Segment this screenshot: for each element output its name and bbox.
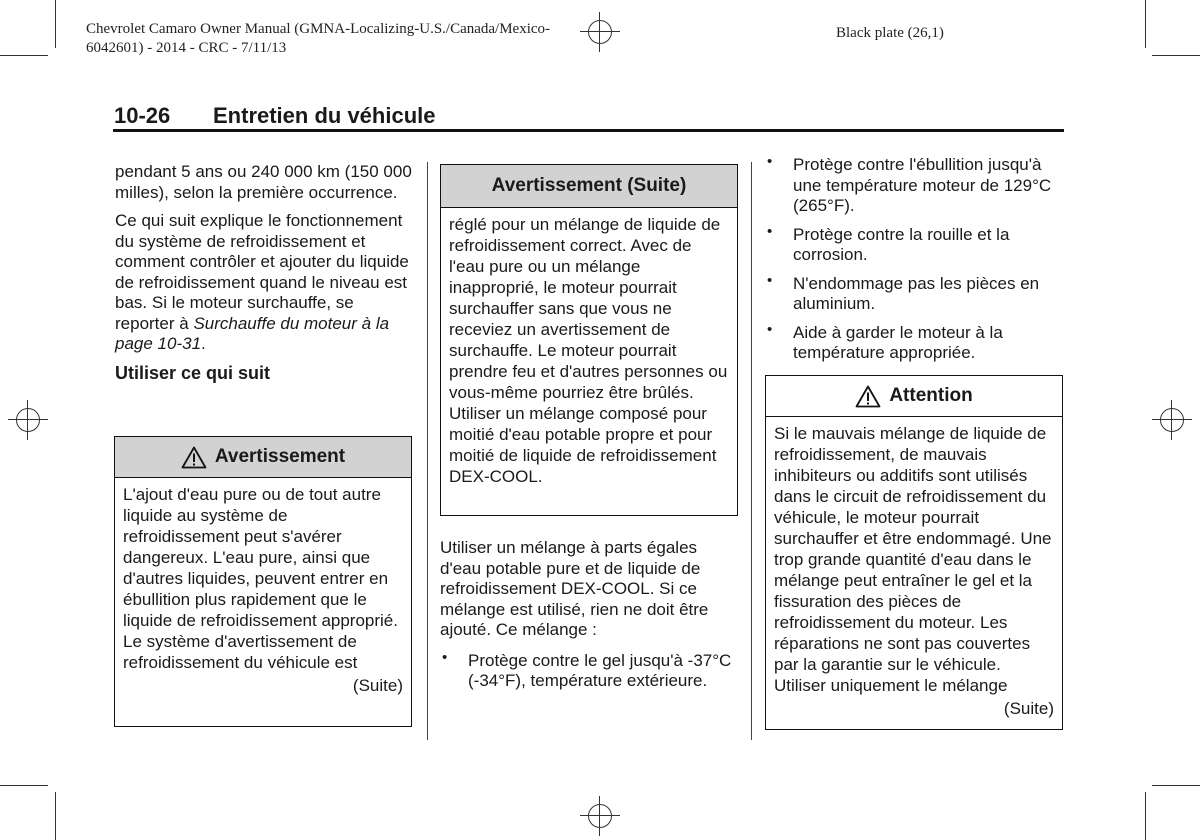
warning-title: Avertissement (Suite) [491, 175, 687, 196]
section-title: Entretien du véhicule [213, 103, 436, 128]
print-header-line1: Chevrolet Camaro Owner Manual (GMNA-Localizing-U.S./Canada/Mexico- [86, 21, 551, 37]
paragraph [115, 211, 415, 355]
paragraph-text: Ce qui suit explique le fonctionnement du système de refroidissement et comment contrôler et ajouter du liquide de refroidissement quand le niveau est bas. Si le moteur surchauffe, se reporter à [115, 211, 409, 333]
subheading: Utiliser ce qui suit [115, 362, 271, 383]
registration-mark-right [1152, 400, 1192, 440]
warning-body [441, 208, 737, 491]
column-divider [751, 162, 752, 740]
paragraph-end: . [201, 334, 206, 353]
list-item [765, 222, 1065, 266]
warning-title: Avertissement [214, 446, 346, 467]
warning-header [115, 437, 411, 478]
crop-mark [55, 0, 56, 48]
caution-body [766, 417, 1062, 723]
list-item-text: Protège contre la rouille et la corrosion. [793, 224, 1010, 264]
cross-reference-link[interactable]: Surchauffe du moteur à la page 10-31 [115, 313, 390, 353]
list-item-text: Protège contre l'ébullition jusqu'à une température moteur de 129°C (265°F). [793, 155, 1052, 215]
print-header-line2: 6042601) - 2014 - CRC - 7/11/13 [86, 40, 287, 56]
bullet-list [765, 155, 1065, 364]
caution-title: Attention [889, 385, 973, 406]
list-item-text: N'endommage pas les pièces en aluminium. [793, 273, 1040, 313]
registration-mark-bottom [580, 796, 620, 836]
caution-header [766, 376, 1062, 417]
list-item [765, 271, 1065, 315]
column-1 [115, 162, 415, 393]
list-item-text: Aide à garder le moteur à la température appropriée. [793, 322, 1003, 362]
warning-triangle-icon [181, 446, 207, 469]
crop-mark [0, 785, 48, 786]
crop-mark [1152, 785, 1200, 786]
page-number: 10-26 [114, 103, 171, 128]
plate-label: Black plate (26,1) [836, 25, 944, 41]
warning-box-continued [440, 164, 738, 516]
list-item [765, 155, 1065, 217]
column-3-text [765, 155, 1065, 372]
caution-box [765, 375, 1063, 730]
paragraph: pendant 5 ans ou 240 000 km (150 000 milles), selon la première occurrence. [115, 162, 412, 202]
warning-text: L'ajout d'eau pure ou de tout autre liquide au système de refroidissement peut s'avérer dangereux. L'eau pure, ainsi que d'autres liquides, peuvent entrer en ébullition plus rapidement que le liquide de refroidissement approprié. Le système d'avertissement de refroidissement du véhicule est [123, 485, 398, 672]
column-divider [427, 162, 428, 740]
warning-text: réglé pour un mélange de liquide de refroidissement correct. Avec de l'eau pure ou un mélange inapproprié, le moteur pourrait surchauffer sans que vous ne receviez un avertissement de surchauffe. Le moteur pourrait prendre feu et d'autres personnes ou vous-même pourriez être brûlés. Utiliser un mélange composé pour moitié d'eau potable propre et pour moitié de liquide de refroidissement DEX-COOL. [449, 215, 728, 486]
warning-header [441, 165, 737, 208]
bullet-list [440, 648, 738, 692]
caution-text: Si le mauvais mélange de liquide de refroidissement, de mauvais inhibiteurs ou additifs sont utilisés dans le circuit de refroidissement du véhicule, le moteur pourrait surchauffer et être endommagé. Une trop grande quantité d'eau dans le mélange peut entraîner le gel et la fissuration des pièces de refroidissement du moteur. Les réparations ne sont pas couvertes par la garantie sur le véhicule. Utiliser uniquement le mélange [774, 424, 1052, 695]
print-header-title [86, 20, 550, 58]
bullet-dot: • [767, 222, 773, 240]
crop-mark [1145, 792, 1146, 840]
bullet-dot: • [442, 648, 448, 666]
warning-triangle-icon [855, 385, 881, 408]
warning-box [114, 436, 412, 727]
paragraph: Utiliser un mélange à parts égales d'eau potable pure et de liquide de refroidissement DEX-COOL. Si ce mélange est utilisé, rien ne doit être ajouté. Ce mélange : [440, 538, 709, 639]
warning-body [115, 478, 411, 700]
crop-mark [1152, 55, 1200, 56]
registration-mark-top [580, 12, 620, 52]
continued-label: (Suite) [352, 676, 403, 695]
bullet-dot: • [767, 271, 773, 289]
continued-label: (Suite) [1003, 699, 1054, 718]
bullet-dot: • [767, 153, 773, 170]
crop-mark [55, 792, 56, 840]
crop-mark [0, 55, 48, 56]
registration-mark-left [8, 400, 48, 440]
list-item [440, 648, 738, 692]
title-rule [113, 129, 1064, 132]
column-2-text [440, 538, 738, 700]
list-item [765, 320, 1065, 364]
bullet-dot: • [767, 320, 773, 338]
list-item-text: Protège contre le gel jusqu'à -37°C (-34°F), température extérieure. [468, 650, 732, 690]
crop-mark [1145, 0, 1146, 48]
